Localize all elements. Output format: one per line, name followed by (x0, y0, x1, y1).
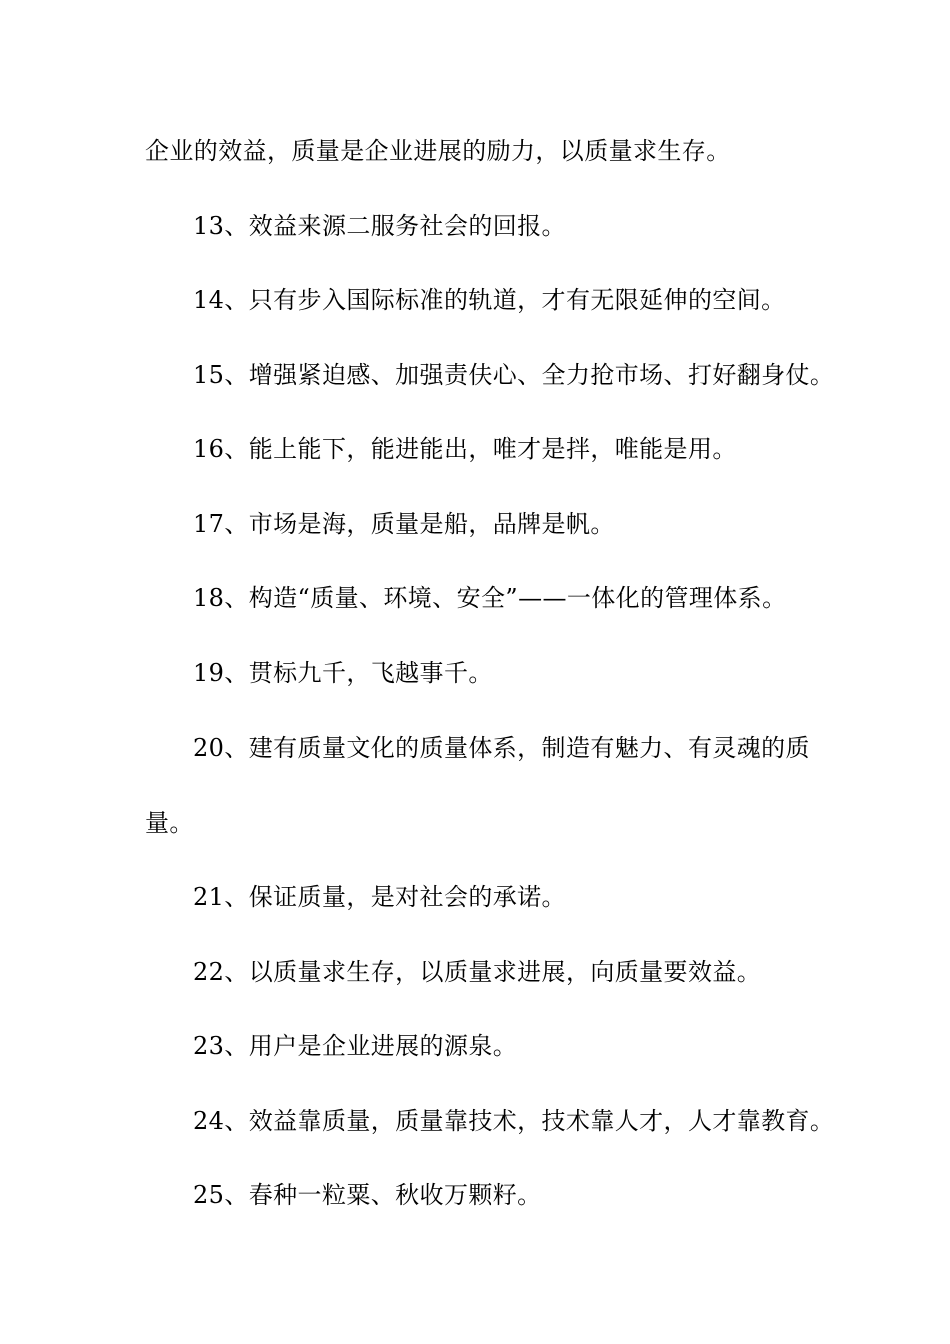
text-line-22: 22、以质量求生存，以质量求进展，向质量要效益。 (193, 958, 762, 986)
text-line-18: 18、构造“质量、环境、安全”——一体化的管理体系。 (193, 584, 787, 612)
text-line-20: 20、建有质量文化的质量体系，制造有魅力、有灵魂的质 (193, 734, 810, 762)
text-line-16: 16、能上能下，能进能出，唯才是拌，唯能是用。 (193, 435, 737, 463)
text-line-24: 24、效益靠质量，质量靠技术，技术靠人才，人才靠教育。 (193, 1107, 835, 1135)
text-line-15: 15、增强紧迫感、加强责伕心、全力抢市场、打好翻身仗。 (193, 361, 835, 389)
text-line-25: 25、春种一粒粟、秋收万颗籽。 (193, 1181, 542, 1209)
text-line-20-continuation: 量。 (145, 809, 194, 837)
text-line-21: 21、保证质量，是对社会的承诺。 (193, 883, 566, 911)
text-line-14: 14、只有步入国际标准的轨道，才有无限延伸的空间。 (193, 286, 786, 314)
text-line-continuation: 企业的效益，质量是企业进展的励力，以质量求生存。 (145, 137, 731, 165)
text-line-13: 13、效益来源二服务社会的回报。 (193, 212, 566, 240)
text-line-23: 23、用户是企业进展的源泉。 (193, 1032, 518, 1060)
text-line-19: 19、贯标九千，飞越事千。 (193, 659, 493, 687)
text-line-17: 17、市场是海，质量是船，品牌是帆。 (193, 510, 615, 538)
